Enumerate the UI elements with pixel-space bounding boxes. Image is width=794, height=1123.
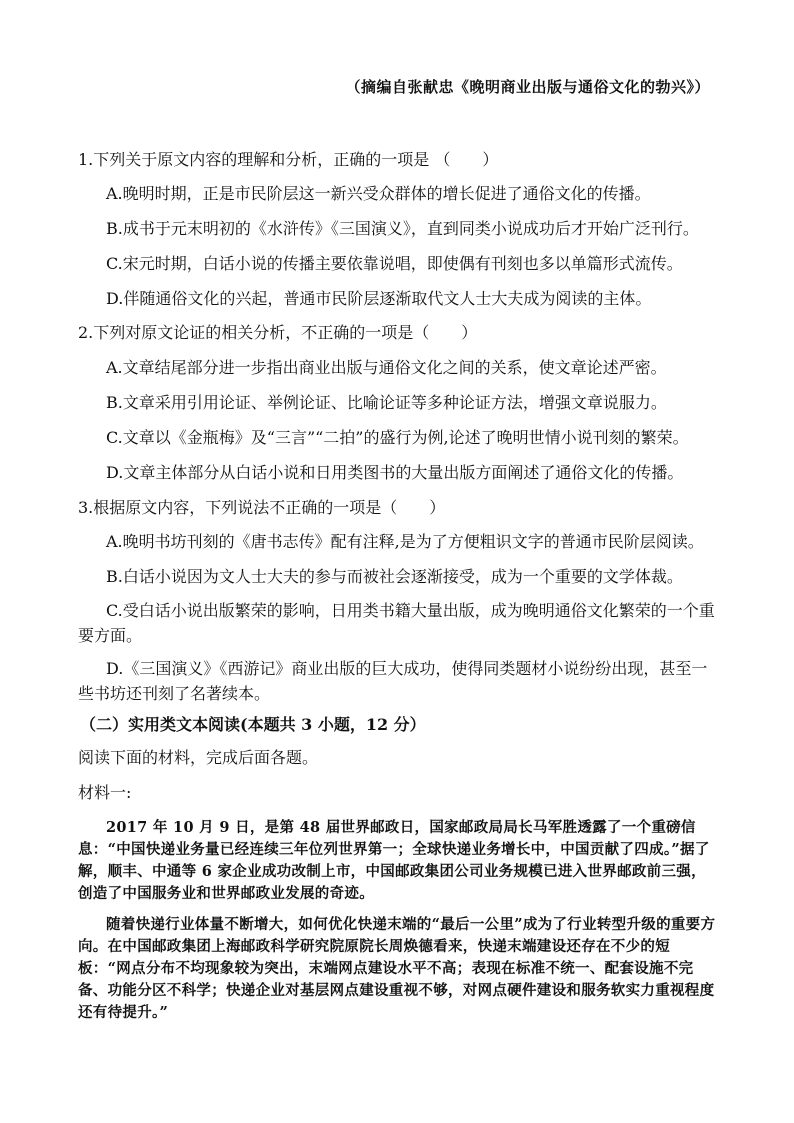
question-2-stem: 2.下列对原文论证的相关分析，不正确的一项是（ ）: [78, 323, 478, 342]
question-3-option-b: B.白话小说因为文人士大夫的参与而被社会逐渐接受，成为一个重要的文学体裁。: [106, 567, 683, 586]
question-3-stem: 3.根据原文内容，下列说法不正确的一项是（ ）: [78, 498, 446, 517]
material-paragraph-1: 2017 年 10 月 9 日，是第 48 届世界邮政日，国家邮政局局长马军胜透露了一个重磅信息：“中国快递业务量已经连续三年位列世界第一；全球快递业务增长中，中国贡献了四成。”据了解，顺丰、中通等 6 家企业成功改制上市，中国邮政集团公司业务规模已进入世界邮政前三强，创造了中国服务业和世界邮政业发展的奇迹。: [78, 819, 710, 902]
question-1-stem: 1.下列关于原文内容的理解和分析，正确的一项是 （ ）: [78, 150, 499, 169]
question-3-option-a: A.晚明书坊刊刻的《唐书志传》配有注释,是为了方便粗识文字的普通市民阶层阅读。: [106, 532, 704, 551]
question-2-option-d: D.文章主体部分从白话小说和日用类图书的大量出版方面阐述了通俗文化的传播。: [106, 463, 684, 482]
section-title: （二）实用类文本阅读(本题共 3 小题，12 分）: [80, 715, 426, 734]
reading-instruction: 阅读下面的材料，完成后面各题。: [78, 748, 319, 767]
source-citation: （摘编自张献忠《晚明商业出版与通俗文化的勃兴》）: [345, 78, 710, 96]
question-3-option-c: C.受白话小说出版繁荣的影响，日用类书籍大量出版，成为晚明通俗文化繁荣的一个重要方面。: [78, 601, 715, 645]
material-label: 材料一:: [78, 783, 132, 802]
question-2-option-a: A.文章结尾部分进一步指出商业出版与通俗文化之间的关系，使文章论述严密。: [106, 358, 667, 377]
question-1-option-c: C.宋元时期，白话小说的传播主要依靠说唱，即使偶有刊刻也多以单篇形式流传。: [106, 254, 683, 273]
question-1-option-d: D.伴随通俗文化的兴起，普通市民阶层逐渐取代文人士大夫成为阅读的主体。: [106, 289, 652, 308]
question-3-option-d: D.《三国演义》《西游记》商业出版的巨大成功，使得同类题材小说纷纷出现，甚至一些书坊还刊刻了名著续本。: [78, 659, 708, 703]
question-1-option-b: B.成书于元末明初的《水浒传》《三国演义》，直到同类小说成功后才开始广泛刊行。: [106, 219, 699, 238]
material-paragraph-2: 随着快递行业体量不断增大，如何优化快递末端的“最后一公里”成为了行业转型升级的重要方向。在中国邮政集团上海邮政科学研究院原院长周焕德看来，快递末端建设还存在不少的短板：“网点分布不均现象较为突出，末端网点建设水平不高；表现在标准不统一、配套设施不完备、功能分区不科学；快递企业对基层网点建设重视不够，对网点硬件建设和服务软实力重视程度还有待提升。”: [78, 916, 716, 1021]
question-2-option-b: B.文章采用引用论证、举例论证、比喻论证等多种论证方法，增强文章说服力。: [106, 393, 667, 412]
question-1-option-a: A.晚明时期，正是市民阶层这一新兴受众群体的增长促进了通俗文化的传播。: [106, 184, 651, 203]
question-2-option-c: C.文章以《金瓶梅》及“三言”“二拍”的盛行为例,论述了晚明世情小说刊刻的繁荣。: [106, 428, 689, 447]
